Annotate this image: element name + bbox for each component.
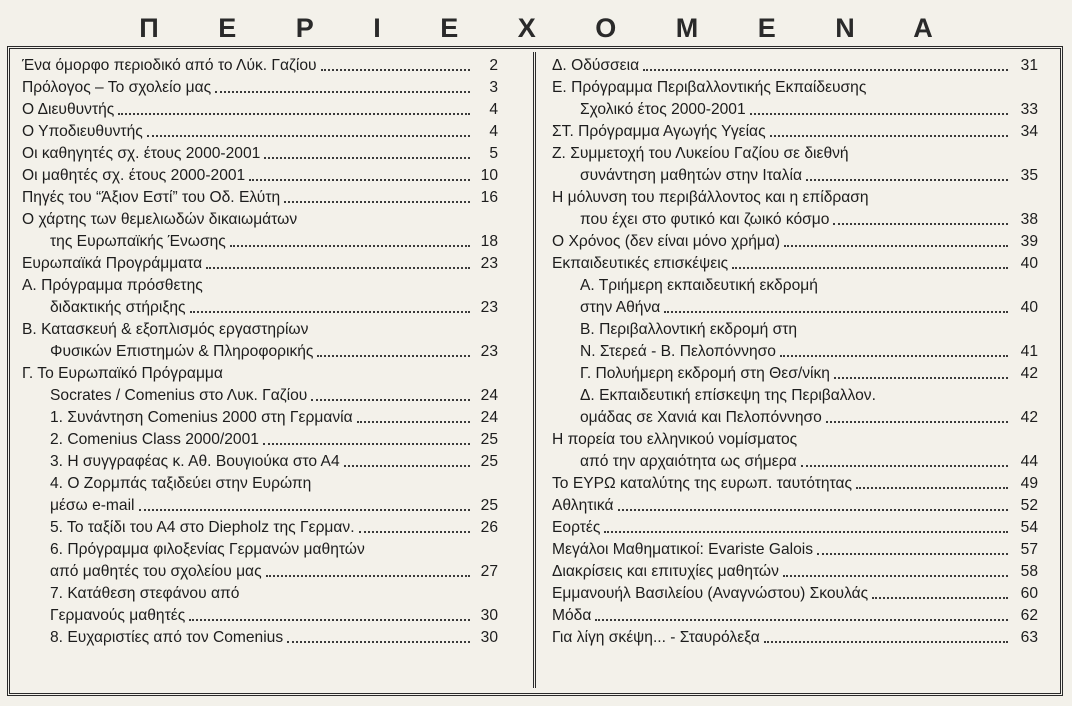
toc-entry bbox=[22, 473, 498, 495]
toc-entry-title: Γ. Πολυήμερη εκδρομή στη Θεσ/νίκη bbox=[580, 365, 830, 382]
toc-page-number: 34 bbox=[1020, 123, 1038, 140]
dot-leader bbox=[359, 530, 470, 533]
toc-page-number: 26 bbox=[480, 519, 498, 536]
toc-page-number: 39 bbox=[1020, 233, 1038, 250]
dot-leader bbox=[801, 464, 1008, 467]
toc-entry bbox=[22, 165, 498, 187]
toc-entry bbox=[22, 363, 498, 385]
page-title: Π Ε Ρ Ι Ε Χ Ο Μ Ε Ν Α bbox=[139, 13, 959, 43]
toc-entry-title: Ο χάρτης των θεμελιωδών δικαιωμάτων bbox=[22, 211, 298, 228]
dot-leader bbox=[284, 200, 470, 203]
toc-entry bbox=[22, 561, 498, 583]
dot-leader bbox=[833, 222, 1008, 225]
toc-entry-title: Α. Τριήμερη εκπαιδευτική εκδρομή bbox=[580, 277, 818, 294]
toc-entry bbox=[22, 407, 498, 429]
toc-page-number: 24 bbox=[480, 409, 498, 426]
toc-entry-title: της Ευρωπαϊκής Ένωσης bbox=[50, 233, 226, 250]
toc-page-number: 18 bbox=[480, 233, 498, 250]
toc-entry bbox=[22, 451, 498, 473]
toc-page-number: 23 bbox=[480, 343, 498, 360]
toc-entry-title: 4. Ο Ζορμπάς ταξιδεύει στην Ευρώπη bbox=[50, 475, 312, 492]
toc-entry bbox=[22, 55, 498, 77]
toc-entry-title: 5. Το ταξίδι του Α4 στο Diepholz της Γερμαν. bbox=[50, 519, 355, 536]
dot-leader bbox=[732, 266, 1008, 269]
toc-entry bbox=[552, 99, 1038, 121]
toc-entry bbox=[22, 297, 498, 319]
toc-entry bbox=[552, 451, 1038, 473]
dot-leader bbox=[147, 134, 470, 137]
toc-entry-title: Οι μαθητές σχ. έτους 2000-2001 bbox=[22, 167, 246, 184]
dot-leader bbox=[357, 420, 470, 423]
dot-leader bbox=[189, 618, 470, 621]
toc-entry-title: 8. Ευχαριστίες από τον Comenius bbox=[50, 629, 284, 646]
toc-page-number: 35 bbox=[1020, 167, 1038, 184]
toc-entry-title: Η πορεία του ελληνικού νομίσματος bbox=[552, 431, 798, 448]
toc-page-number: 16 bbox=[480, 189, 498, 206]
toc-entry-title: Μεγάλοι Μαθηματικοί: Evariste Galois bbox=[552, 541, 814, 558]
toc-entry-title: Γερμανούς μαθητές bbox=[50, 607, 186, 624]
dot-leader bbox=[190, 310, 470, 313]
toc-entry-title: Γ. Το Ευρωπαϊκό Πρόγραμμα bbox=[22, 365, 223, 382]
toc-entry bbox=[552, 561, 1038, 583]
toc-entry-title: Το ΕΥΡΩ καταλύτης της ευρωπ. ταυτότητας bbox=[552, 475, 853, 492]
toc-entry bbox=[22, 231, 498, 253]
toc-entry-title: Σχολικό έτος 2000-2001 bbox=[580, 101, 746, 118]
toc-entry bbox=[552, 473, 1038, 495]
toc-page-number: 25 bbox=[480, 453, 498, 470]
dot-leader bbox=[826, 420, 1008, 423]
dot-leader bbox=[206, 266, 470, 269]
contents-left-column bbox=[22, 55, 498, 649]
toc-entry bbox=[552, 297, 1038, 319]
dot-leader bbox=[118, 112, 470, 115]
dot-leader bbox=[780, 354, 1008, 357]
toc-page-number: 52 bbox=[1020, 497, 1038, 514]
toc-page-number: 25 bbox=[480, 497, 498, 514]
toc-entry bbox=[22, 143, 498, 165]
dot-leader bbox=[215, 90, 470, 93]
toc-page-number: 3 bbox=[489, 79, 498, 96]
toc-entry bbox=[22, 583, 498, 605]
toc-entry bbox=[552, 121, 1038, 143]
dot-leader bbox=[230, 244, 470, 247]
dot-leader bbox=[263, 442, 470, 445]
dot-leader bbox=[806, 178, 1008, 181]
toc-entry-title: Ένα όμορφο περιοδικό από το Λύκ. Γαζίου bbox=[22, 57, 317, 74]
toc-page-number: 2 bbox=[489, 57, 498, 74]
toc-entry bbox=[552, 407, 1038, 429]
toc-entry-title: Β. Κατασκευή & εξοπλισμός εργαστηρίων bbox=[22, 321, 309, 338]
toc-page-number: 23 bbox=[480, 255, 498, 272]
toc-page-number: 60 bbox=[1020, 585, 1038, 602]
toc-entry bbox=[22, 275, 498, 297]
toc-entry-title: από την αρχαιότητα ως σήμερα bbox=[580, 453, 797, 470]
toc-entry bbox=[552, 583, 1038, 605]
contents-right-column bbox=[552, 55, 1038, 649]
toc-entry bbox=[22, 605, 498, 627]
toc-page-number: 24 bbox=[480, 387, 498, 404]
toc-entry bbox=[552, 143, 1038, 165]
toc-entry bbox=[22, 121, 498, 143]
toc-entry bbox=[22, 77, 498, 99]
toc-entry bbox=[22, 253, 498, 275]
toc-entry bbox=[22, 385, 498, 407]
dot-leader bbox=[783, 574, 1008, 577]
dot-leader bbox=[249, 178, 470, 181]
dot-leader bbox=[311, 398, 470, 401]
toc-entry-title: συνάντηση μαθητών στην Ιταλία bbox=[580, 167, 802, 184]
toc-page-number: 38 bbox=[1020, 211, 1038, 228]
toc-entry-title: Μόδα bbox=[552, 607, 592, 624]
dot-leader bbox=[817, 552, 1008, 555]
toc-entry-title: 7. Κατάθεση στεφάνου από bbox=[50, 585, 240, 602]
dot-leader bbox=[643, 68, 1008, 71]
dot-leader bbox=[856, 486, 1008, 489]
toc-entry-title: Ε. Πρόγραμμα Περιβαλλοντικής Εκπαίδευσης bbox=[552, 79, 867, 96]
toc-entry-title: στην Αθήνα bbox=[580, 299, 661, 316]
toc-entry-title: Δ. Εκπαιδευτική επίσκεψη της Περιβαλλον. bbox=[580, 387, 876, 404]
dot-leader bbox=[344, 464, 470, 467]
toc-entry-title: διδακτικής στήριξης bbox=[50, 299, 186, 316]
toc-entry bbox=[22, 429, 498, 451]
toc-entry bbox=[22, 539, 498, 561]
toc-entry-title: Ν. Στερεά - Β. Πελοπόννησο bbox=[580, 343, 776, 360]
dot-leader bbox=[264, 156, 470, 159]
toc-entry bbox=[552, 429, 1038, 451]
dot-leader bbox=[750, 112, 1008, 115]
toc-entry bbox=[552, 341, 1038, 363]
toc-entry-title: Φυσικών Επιστημών & Πληροφορικής bbox=[50, 343, 314, 360]
toc-entry bbox=[552, 275, 1038, 297]
toc-entry bbox=[22, 319, 498, 341]
toc-entry bbox=[22, 209, 498, 231]
toc-page-number: 42 bbox=[1020, 409, 1038, 426]
dot-leader bbox=[266, 574, 470, 577]
toc-page-number: 5 bbox=[489, 145, 498, 162]
toc-entry-title: Οι καθηγητές σχ. έτους 2000-2001 bbox=[22, 145, 261, 162]
dot-leader bbox=[595, 618, 1008, 621]
toc-entry-title: 2. Comenius Class 2000/2001 bbox=[50, 431, 259, 448]
toc-entry-title: Πρόλογος – Το σχολείο μας bbox=[22, 79, 212, 96]
toc-page-number: 49 bbox=[1020, 475, 1038, 492]
dot-leader bbox=[321, 68, 470, 71]
dot-leader bbox=[764, 640, 1008, 643]
dot-leader bbox=[287, 640, 470, 643]
dot-leader bbox=[317, 354, 470, 357]
toc-page-number: 62 bbox=[1020, 607, 1038, 624]
toc-page-number: 4 bbox=[489, 101, 498, 118]
toc-page-number: 44 bbox=[1020, 453, 1038, 470]
dot-leader bbox=[139, 508, 470, 511]
dot-leader bbox=[664, 310, 1008, 313]
dot-leader bbox=[784, 244, 1008, 247]
toc-page-number: 23 bbox=[480, 299, 498, 316]
toc-entry bbox=[552, 209, 1038, 231]
toc-entry bbox=[552, 165, 1038, 187]
toc-entry bbox=[22, 627, 498, 649]
toc-entry-title: 6. Πρόγραμμα φιλοξενίας Γερμανών μαθητών bbox=[50, 541, 365, 558]
toc-entry-title: Α. Πρόγραμμα πρόσθετης bbox=[22, 277, 203, 294]
toc-entry bbox=[22, 517, 498, 539]
toc-entry-title: μέσω e-mail bbox=[50, 497, 135, 514]
toc-entry bbox=[552, 363, 1038, 385]
toc-page-number: 30 bbox=[480, 629, 498, 646]
toc-entry-title: Διακρίσεις και επιτυχίες μαθητών bbox=[552, 563, 779, 580]
toc-entry-title: Η μόλυνση του περιβάλλοντος και η επίδραση bbox=[552, 189, 869, 206]
toc-entry-title: ομάδας σε Χανιά και Πελοπόννησο bbox=[580, 409, 822, 426]
column-divider bbox=[533, 52, 536, 688]
toc-entry-title: 1. Συνάντηση Comenius 2000 στη Γερμανία bbox=[50, 409, 353, 426]
toc-entry-title: Εορτές bbox=[552, 519, 601, 536]
toc-page-number: 54 bbox=[1020, 519, 1038, 536]
toc-entry bbox=[22, 341, 498, 363]
toc-entry-title: Δ. Οδύσσεια bbox=[552, 57, 640, 74]
toc-entry bbox=[22, 99, 498, 121]
toc-entry bbox=[552, 253, 1038, 275]
toc-entry-title: Εμμανουήλ Βασιλείου (Αναγνώστου) Σκουλάς bbox=[552, 585, 869, 602]
toc-entry bbox=[552, 627, 1038, 649]
toc-page-number: 40 bbox=[1020, 299, 1038, 316]
toc-entry-title: από μαθητές του σχολείου μας bbox=[50, 563, 262, 580]
toc-entry bbox=[552, 517, 1038, 539]
toc-entry bbox=[22, 187, 498, 209]
toc-entry bbox=[552, 319, 1038, 341]
toc-entry-title: Ο Υποδιευθυντής bbox=[22, 123, 143, 140]
toc-entry-title: Β. Περιβαλλοντική εκδρομή στη bbox=[580, 321, 798, 338]
toc-page-number: 57 bbox=[1020, 541, 1038, 558]
toc-entry-title: ΣΤ. Πρόγραμμα Αγωγής Υγείας bbox=[552, 123, 766, 140]
toc-entry bbox=[22, 495, 498, 517]
toc-page-number: 4 bbox=[489, 123, 498, 140]
toc-entry-title: Ο Διευθυντής bbox=[22, 101, 115, 118]
dot-leader bbox=[770, 134, 1008, 137]
toc-page-number: 27 bbox=[480, 563, 498, 580]
dot-leader bbox=[872, 596, 1008, 599]
toc-entry bbox=[552, 605, 1038, 627]
toc-entry-title: Αθλητικά bbox=[552, 497, 614, 514]
toc-entry-title: Πηγές του “Άξιον Εστί” του Οδ. Ελύτη bbox=[22, 189, 281, 206]
toc-entry bbox=[552, 231, 1038, 253]
toc-page-number: 42 bbox=[1020, 365, 1038, 382]
toc-entry-title: Εκπαιδευτικές επισκέψεις bbox=[552, 255, 729, 272]
dot-leader bbox=[834, 376, 1008, 379]
toc-page-number: 33 bbox=[1020, 101, 1038, 118]
dot-leader bbox=[604, 530, 1008, 533]
toc-page-number: 25 bbox=[480, 431, 498, 448]
toc-page-number: 30 bbox=[480, 607, 498, 624]
toc-entry bbox=[552, 385, 1038, 407]
toc-entry-title: Ζ. Συμμετοχή του Λυκείου Γαζίου σε διεθνή bbox=[552, 145, 849, 162]
toc-entry-title: Ο Χρόνος (δεν είναι μόνο χρήμα) bbox=[552, 233, 781, 250]
toc-page-number: 10 bbox=[480, 167, 498, 184]
toc-entry-title: Ευρωπαϊκά Προγράμματα bbox=[22, 255, 203, 272]
toc-entry-title: Για λίγη σκέψη... - Σταυρόλεξα bbox=[552, 629, 760, 646]
toc-entry bbox=[552, 495, 1038, 517]
toc-entry-title: Socrates / Comenius στο Λυκ. Γαζίου bbox=[50, 387, 308, 404]
toc-page-number: 40 bbox=[1020, 255, 1038, 272]
dot-leader bbox=[618, 508, 1009, 511]
toc-page-number: 31 bbox=[1020, 57, 1038, 74]
toc-entry bbox=[552, 187, 1038, 209]
toc-entry bbox=[552, 77, 1038, 99]
toc-entry bbox=[552, 55, 1038, 77]
toc-page-number: 58 bbox=[1020, 563, 1038, 580]
toc-entry-title: που έχει στο φυτικό και ζωικό κόσμο bbox=[580, 211, 830, 228]
toc-page-number: 63 bbox=[1020, 629, 1038, 646]
toc-entry-title: 3. Η συγγραφέας κ. Αθ. Βουγιούκα στο Α4 bbox=[50, 453, 340, 470]
toc-entry bbox=[552, 539, 1038, 561]
toc-page-number: 41 bbox=[1020, 343, 1038, 360]
